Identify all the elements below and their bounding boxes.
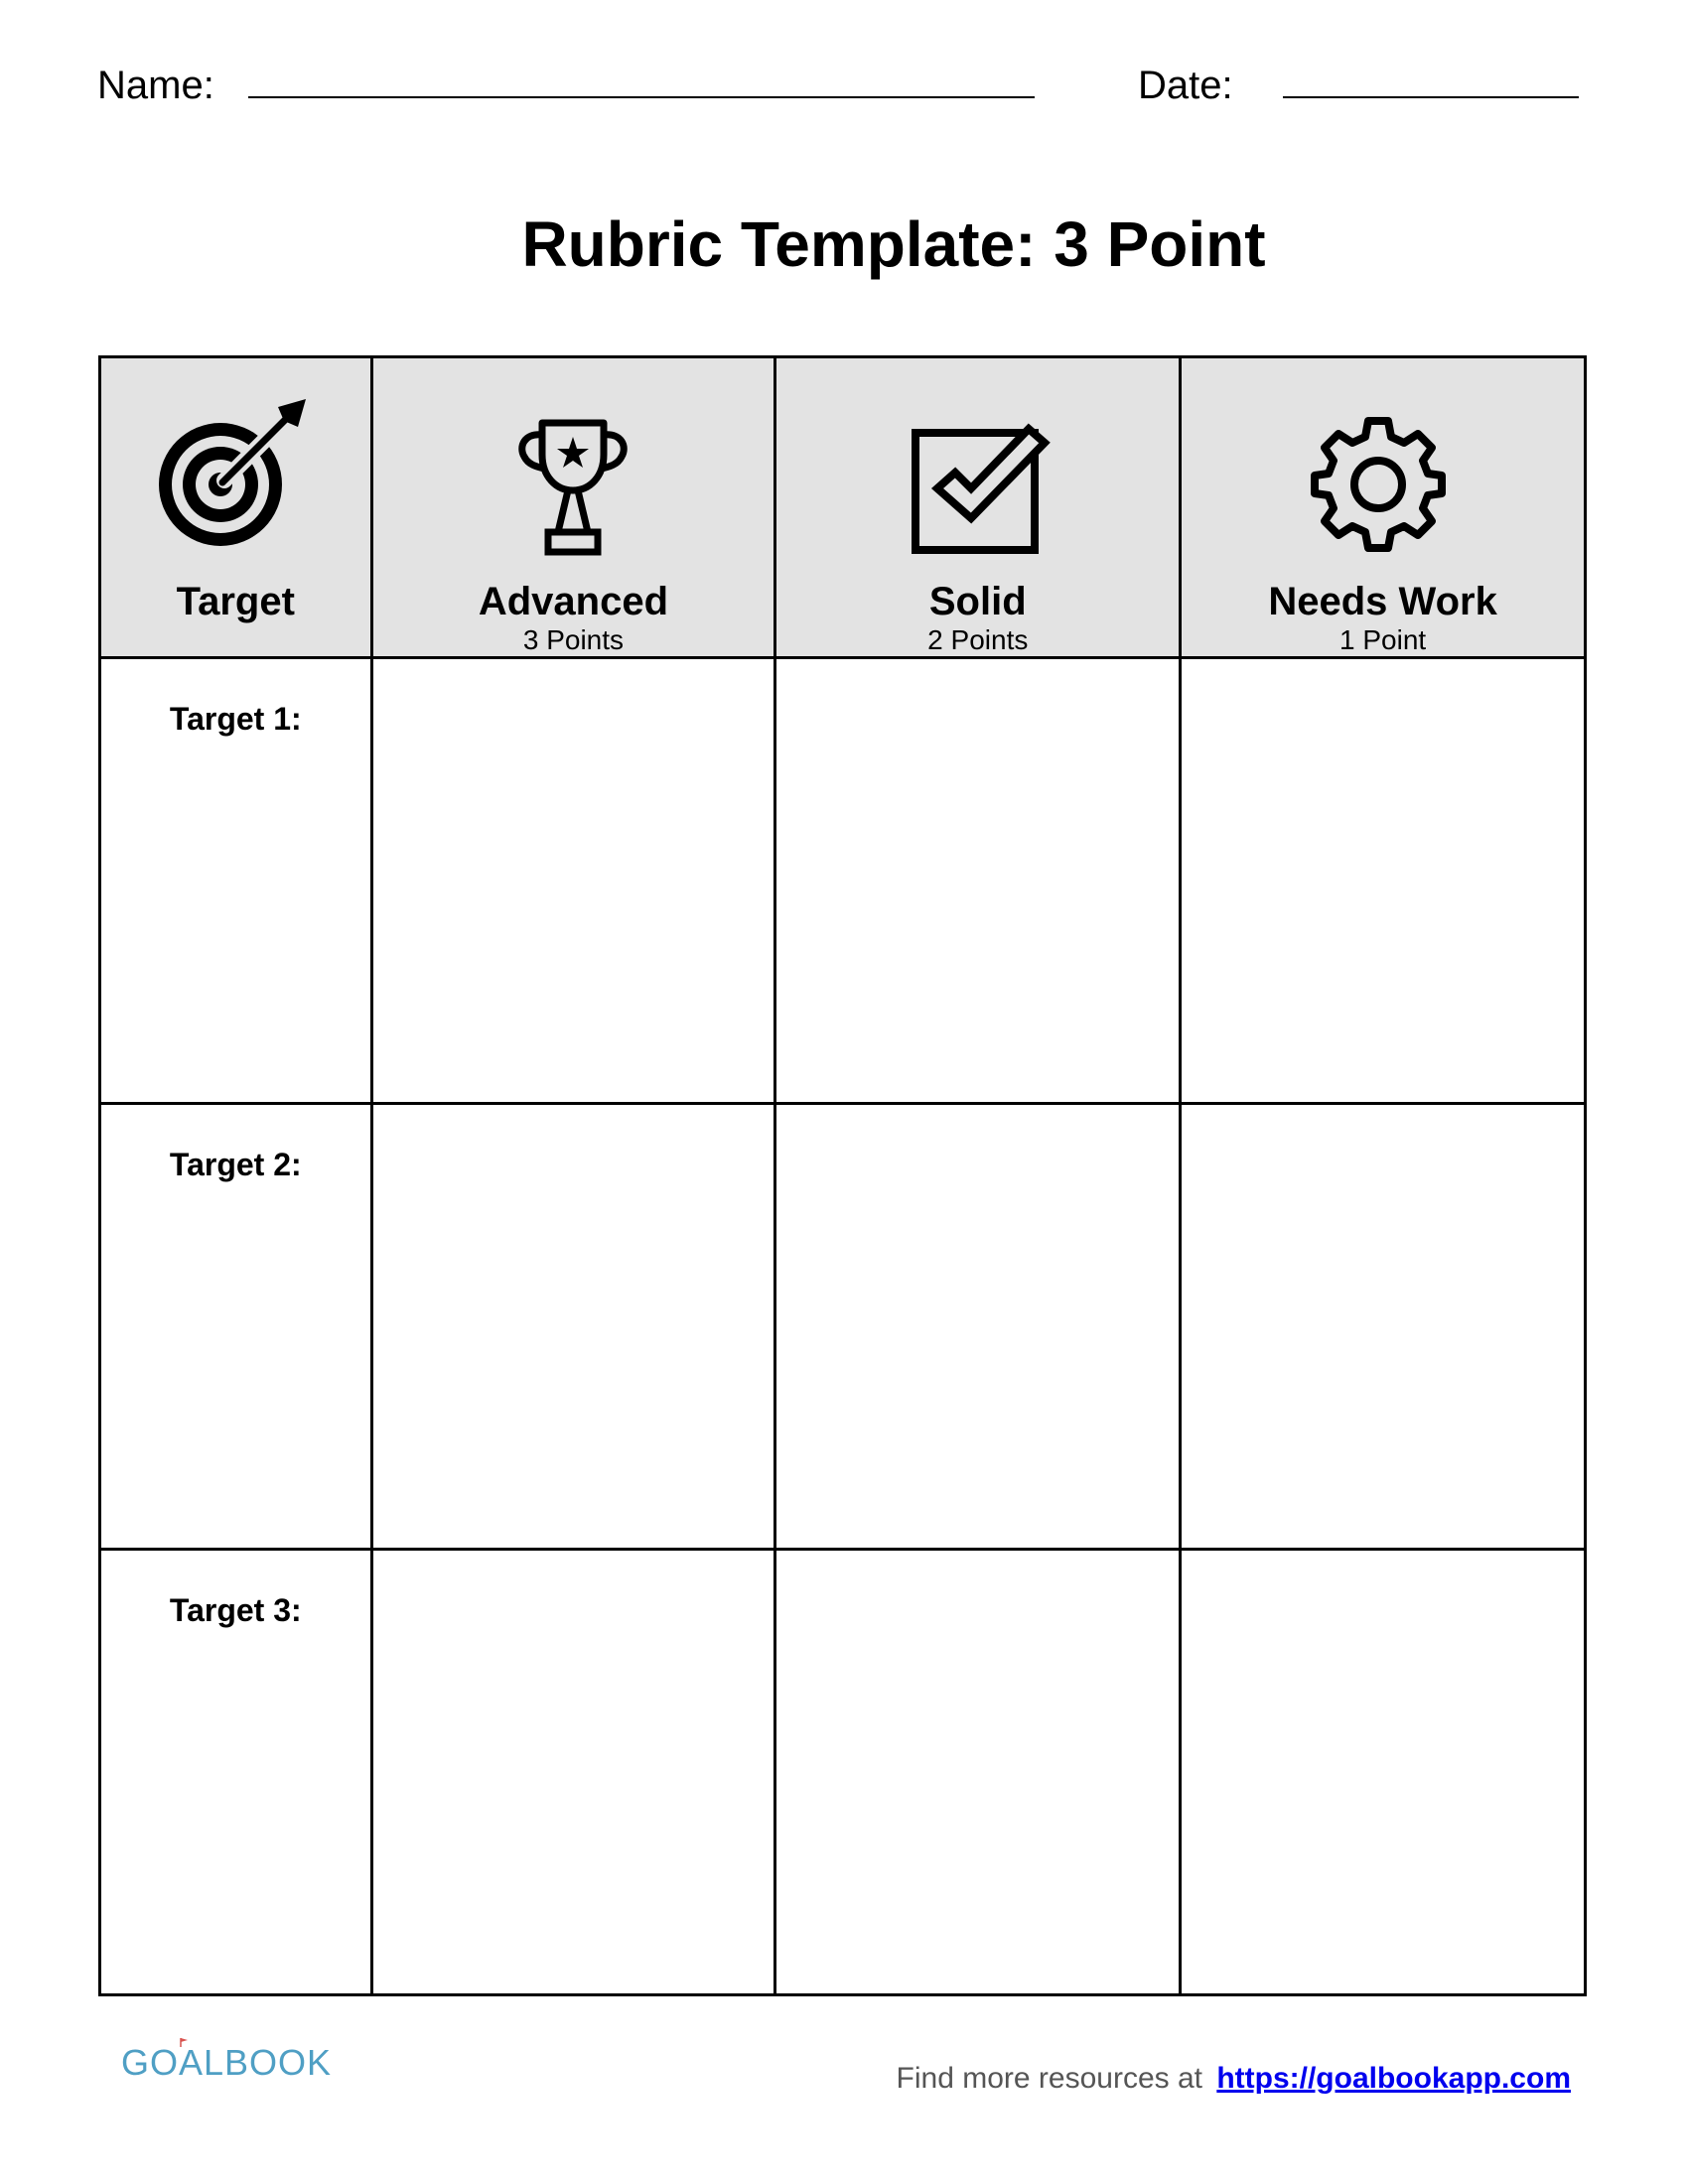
header-cell-solid: [775, 357, 1181, 658]
row-label-cell[interactable]: [100, 658, 372, 1104]
row-label-cell[interactable]: [100, 1550, 372, 1995]
logo-text: GOALBOOK: [121, 2042, 333, 2083]
header-cell-needs-work: [1181, 357, 1586, 658]
header-cell-advanced: [371, 357, 775, 658]
column-header-advanced: Advanced: [478, 580, 669, 623]
name-line: [248, 96, 1035, 98]
table-cell[interactable]: [1181, 1550, 1586, 1995]
row-label-cell[interactable]: [100, 1104, 372, 1550]
column-points-solid: 2 Points: [927, 624, 1029, 655]
gear-icon: [1299, 393, 1468, 562]
table-cell[interactable]: [1181, 1104, 1586, 1550]
rubric-table: [98, 355, 1587, 1996]
table-cell[interactable]: [775, 1550, 1181, 1995]
goalbook-logo: [121, 2025, 333, 2085]
trophy-icon: [489, 393, 657, 562]
footer-text: Find more resources at: [896, 2062, 1202, 2095]
table-cell[interactable]: [371, 658, 775, 1104]
column-header-solid: Solid: [928, 580, 1027, 623]
table-cell[interactable]: [1181, 658, 1586, 1104]
row-label: Target 2:: [169, 1147, 302, 1182]
header-row: [100, 357, 1586, 658]
table-cell[interactable]: [371, 1550, 775, 1995]
table-row: [100, 1104, 1586, 1550]
row-label: Target 3:: [169, 1592, 302, 1628]
table-cell[interactable]: [775, 658, 1181, 1104]
table-row: [100, 658, 1586, 1104]
table-row: [100, 1550, 1586, 1995]
table-cell[interactable]: [371, 1104, 775, 1550]
table-cell[interactable]: [775, 1104, 1181, 1550]
date-line: [1283, 96, 1579, 98]
column-points-advanced: 3 Points: [522, 624, 625, 655]
column-header-needs-work: Needs Work: [1268, 580, 1497, 623]
header-cell-target: [100, 357, 372, 658]
page-title: Rubric Template: 3 Point: [521, 208, 1266, 280]
target-icon: [151, 393, 320, 562]
column-header-target: Target: [176, 580, 295, 623]
checkbox-icon: [894, 393, 1062, 562]
row-label: Target 1:: [169, 701, 302, 737]
goalbook-link[interactable]: https://goalbookapp.com: [1216, 2062, 1571, 2095]
footer-resources: [897, 2061, 1571, 2097]
date-label: Date:: [1138, 64, 1233, 107]
column-points-needs-work: 1 Point: [1339, 624, 1427, 655]
name-label: Name:: [97, 64, 214, 107]
